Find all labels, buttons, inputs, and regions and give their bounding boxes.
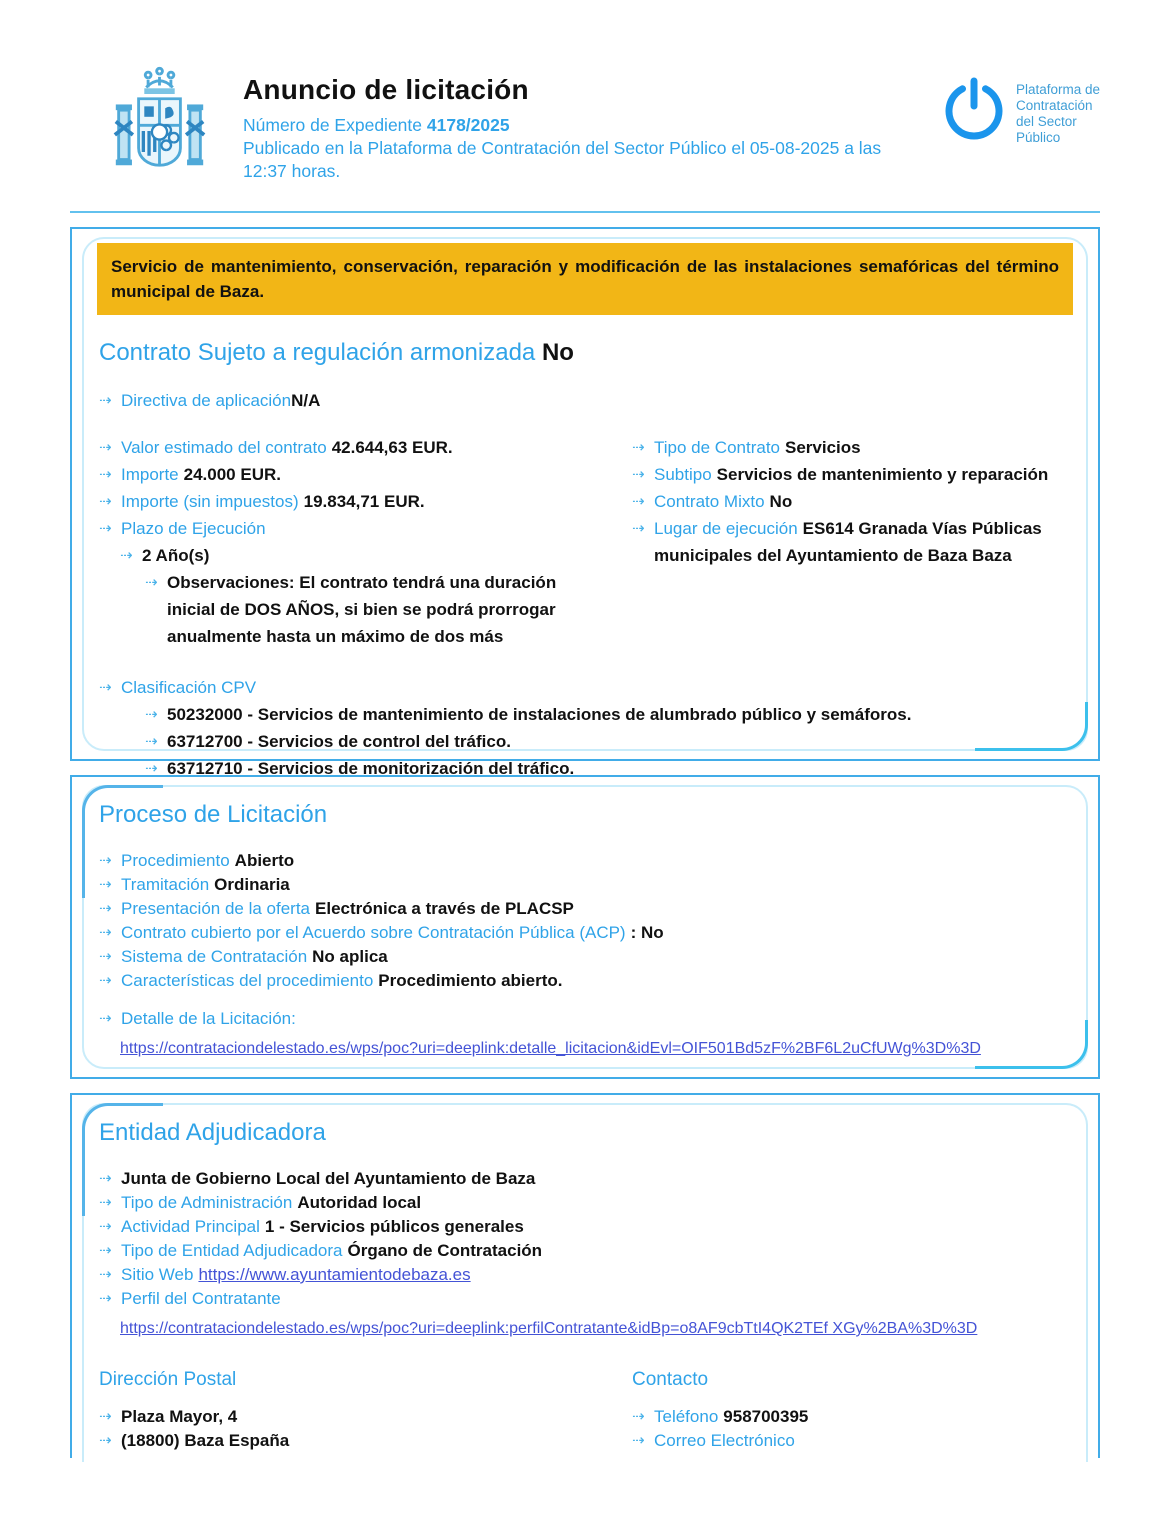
field-label: Sistema de Contratación [121, 947, 308, 966]
perfil-label-row [99, 1287, 1071, 1311]
field-label: Directiva de aplicación [121, 391, 292, 410]
detalle-link-row [120, 1037, 1071, 1061]
field-label: Perfil del Contratante [121, 1289, 281, 1308]
field-row-plazo-value [120, 542, 632, 569]
field-row [99, 1191, 1071, 1215]
dashed-arrow-icon: ⇢ [145, 760, 158, 777]
field-label: Características del procedimiento [121, 971, 374, 990]
contacto-heading: Contacto [632, 1369, 709, 1390]
section-heading-value: No [541, 339, 574, 366]
platform-logo-line: del Sector [1015, 114, 1077, 129]
field-label: Subtipo [654, 465, 712, 484]
dashed-arrow-icon: ⇢ [632, 1432, 645, 1449]
field-value: Servicios [785, 438, 861, 457]
cpv-item: 50232000 - Servicios de mantenimiento de instalaciones de alumbrado público y semáforos. [167, 705, 912, 724]
field-label: Detalle de la Licitación: [121, 1009, 296, 1028]
dashed-arrow-icon: ⇢ [99, 520, 112, 537]
field-value: Abierto [234, 851, 295, 870]
dashed-arrow-icon: ⇢ [99, 493, 112, 510]
cpv-item-row [145, 701, 1071, 728]
field-label: Plazo de Ejecución [121, 519, 266, 538]
dashed-arrow-icon: ⇢ [99, 679, 112, 696]
section-heading-contrato [99, 339, 1071, 367]
header-text-block [243, 72, 903, 183]
power-button-icon [942, 76, 1006, 147]
dashed-arrow-icon: ⇢ [632, 439, 645, 456]
dashed-arrow-icon: ⇢ [99, 852, 112, 869]
sitio-web-link[interactable]: https://www.ayuntamientodebaza.es [198, 1265, 471, 1284]
field-row [632, 488, 1071, 515]
field-label: Valor estimado del contrato [121, 438, 327, 457]
entity-name-row [99, 1167, 1071, 1191]
field-value: 1 - Servicios públicos generales [264, 1217, 524, 1236]
sitio-web-row [99, 1263, 1071, 1287]
field-value: Servicios de mantenimiento y reparación [716, 465, 1049, 484]
field-label: Correo Electrónico [654, 1431, 795, 1450]
field-row [99, 945, 1071, 969]
platform-logo [942, 76, 1100, 147]
direccion-postal-heading: Dirección Postal [99, 1369, 237, 1390]
telefono-row [632, 1405, 1071, 1429]
field-label: Importe [121, 465, 179, 484]
address-line: Plaza Mayor, 4 [121, 1407, 238, 1426]
dashed-arrow-icon: ⇢ [632, 520, 645, 537]
field-row [632, 515, 1071, 569]
direccion-postal-block [99, 1369, 632, 1453]
dashed-arrow-icon: ⇢ [99, 1432, 112, 1449]
dashed-arrow-icon: ⇢ [99, 1266, 112, 1283]
field-label: Sitio Web [121, 1265, 194, 1284]
dashed-arrow-icon: ⇢ [99, 392, 112, 409]
platform-logo-text [1016, 82, 1100, 146]
section-heading-entidad: Entidad Adjudicadora [99, 1119, 326, 1146]
field-row [99, 434, 632, 461]
cpv-item-row [145, 755, 1071, 782]
platform-logo-line: Público [1015, 130, 1061, 145]
field-value: Ordinaria [214, 875, 290, 894]
section-contrato [70, 227, 1100, 778]
cpv-item: 63712710 - Servicios de monitorización del tráfico. [167, 759, 575, 778]
expediente-line [243, 114, 903, 137]
field-row [632, 461, 1071, 488]
dashed-arrow-icon: ⇢ [145, 706, 158, 723]
field-row [99, 969, 1071, 993]
dashed-arrow-icon: ⇢ [99, 1408, 112, 1425]
dashed-arrow-icon: ⇢ [99, 466, 112, 483]
detalle-label-row [99, 1007, 1071, 1031]
platform-logo-line: Plataforma de [1015, 82, 1100, 97]
field-label: Actividad Principal [121, 1217, 260, 1236]
dashed-arrow-icon: ⇢ [99, 948, 112, 965]
expediente-label: Número de Expediente [243, 115, 427, 135]
contrato-right-column [632, 434, 1071, 650]
document-header [0, 0, 1170, 197]
dashed-arrow-icon: ⇢ [99, 1290, 112, 1307]
field-value: 2 Año(s) [142, 546, 210, 565]
cpv-item-row [145, 728, 1071, 755]
field-label: Clasificación CPV [121, 678, 257, 697]
dashed-arrow-icon: ⇢ [99, 439, 112, 456]
field-value: ES614 Granada Vías Públicas municipales del Ayuntamiento de Baza Baza [654, 519, 1042, 565]
field-value: No aplica [312, 947, 388, 966]
dashed-arrow-icon: ⇢ [99, 972, 112, 989]
field-value: Autoridad local [297, 1193, 422, 1212]
field-row [99, 897, 1071, 921]
observaciones-text: Observaciones: El contrato tendrá una duración inicial de DOS AÑOS, si bien se podrá prorrogar anualmente hasta un máximo de dos más [167, 573, 557, 646]
field-row [99, 849, 1071, 873]
detalle-licitacion-link[interactable]: https://contrataciondelestado.es/wps/poc?uri=deeplink:detalle_licitacion&idEvl=OIF501Bd5zF%2BF6L2uCfUWg%3D%3D [120, 1040, 981, 1057]
field-row [99, 921, 1071, 945]
dashed-arrow-icon: ⇢ [120, 547, 133, 564]
field-row [99, 488, 632, 515]
section-proceso [70, 775, 1100, 1079]
expediente-number: 4178/2025 [426, 115, 510, 135]
field-row [99, 1215, 1071, 1239]
field-value: : No [630, 923, 664, 942]
field-value: 42.644,63 EUR. [331, 438, 453, 457]
perfil-link-row [120, 1317, 1071, 1341]
address-line: (18800) Baza España [121, 1431, 290, 1450]
address-row [99, 1429, 632, 1453]
field-label: Presentación de la oferta [121, 899, 311, 918]
field-label: Contrato Mixto [654, 492, 765, 511]
entity-name: Junta de Gobierno Local del Ayuntamiento de Baza [121, 1169, 536, 1188]
field-label: Lugar de ejecución [654, 519, 798, 538]
field-row-directiva [99, 387, 1071, 414]
field-value: 19.834,71 EUR. [303, 492, 425, 511]
dashed-arrow-icon: ⇢ [99, 924, 112, 941]
dashed-arrow-icon: ⇢ [99, 1170, 112, 1187]
spain-coat-of-arms-logo [112, 72, 207, 197]
platform-logo-line: Contratación [1015, 98, 1093, 113]
dashed-arrow-icon: ⇢ [99, 1242, 112, 1259]
dashed-arrow-icon: ⇢ [632, 493, 645, 510]
dashed-arrow-icon: ⇢ [99, 1194, 112, 1211]
field-label: Tipo de Entidad Adjudicadora [121, 1241, 343, 1260]
contrato-left-column [99, 434, 632, 650]
dashed-arrow-icon: ⇢ [99, 900, 112, 917]
dashed-arrow-icon: ⇢ [99, 1218, 112, 1235]
field-value: N/A [291, 391, 321, 410]
field-label: Teléfono [654, 1407, 719, 1426]
field-value: No [769, 492, 793, 511]
section-entidad [70, 1093, 1100, 1458]
page-title: Anuncio de licitación [243, 74, 529, 105]
contract-object-banner: Servicio de mantenimiento, conservación, reparación y modificación de las instalaciones semafóricas del término municipal de Baza. [97, 243, 1073, 315]
field-row [99, 461, 632, 488]
published-line: Publicado en la Plataforma de Contratación del Sector Público el 05-08-2025 a las 12:37 horas. [243, 138, 882, 181]
correo-row [632, 1429, 1071, 1453]
dashed-arrow-icon: ⇢ [632, 466, 645, 483]
field-row-observaciones [145, 569, 632, 650]
field-value: 958700395 [723, 1407, 809, 1426]
address-row [99, 1405, 632, 1429]
field-label: Tramitación [121, 875, 210, 894]
cpv-item: 63712700 - Servicios de control del tráfico. [167, 732, 511, 751]
field-label: Procedimiento [121, 851, 230, 870]
field-row-cpv [99, 674, 1071, 701]
dashed-arrow-icon: ⇢ [99, 876, 112, 893]
dashed-arrow-icon: ⇢ [632, 1408, 645, 1425]
field-value: Electrónica a través de PLACSP [315, 899, 574, 918]
field-label: Contrato cubierto por el Acuerdo sobre Contratación Pública (ACP) [121, 923, 626, 942]
field-row [99, 873, 1071, 897]
section-heading-proceso: Proceso de Licitación [99, 801, 328, 828]
field-row [99, 515, 632, 542]
field-label: Tipo de Administración [121, 1193, 293, 1212]
field-label: Importe (sin impuestos) [121, 492, 299, 511]
field-value: Procedimiento abierto. [378, 971, 563, 990]
dashed-arrow-icon: ⇢ [145, 733, 158, 750]
perfil-contratante-link[interactable]: https://contrataciondelestado.es/wps/poc?uri=deeplink:perfilContratante&idBp=o8AF9cbTtI4QK2TEf XGy%2BA%3D%3D [120, 1320, 978, 1337]
field-value: Órgano de Contratación [347, 1241, 543, 1260]
section-heading-label: Contrato Sujeto a regulación armonizada [99, 339, 536, 366]
contacto-block [632, 1369, 1071, 1453]
field-row [99, 1239, 1071, 1263]
field-label: Tipo de Contrato [654, 438, 780, 457]
field-row [632, 434, 1071, 461]
field-value: 24.000 EUR. [183, 465, 281, 484]
dashed-arrow-icon: ⇢ [145, 574, 158, 591]
header-separator [70, 211, 1100, 213]
dashed-arrow-icon: ⇢ [99, 1010, 112, 1027]
